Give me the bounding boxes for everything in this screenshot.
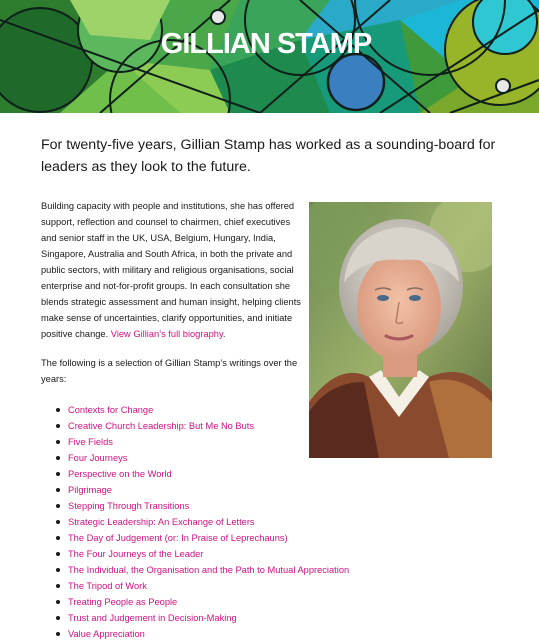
list-item	[56, 578, 349, 594]
writing-link[interactable]: Stepping Through Transitions	[68, 501, 190, 511]
writing-link[interactable]: Creative Church Leadership: But Me No Buts	[68, 421, 255, 431]
writing-link[interactable]: The Four Journeys of the Leader	[68, 549, 204, 559]
list-item	[56, 466, 349, 482]
writings-intro: The following is a selection of Gillian Stamp’s writings over the years:	[41, 358, 298, 384]
list-item	[56, 514, 349, 530]
writing-link[interactable]: Contexts for Change	[68, 405, 154, 415]
list-item	[56, 482, 349, 498]
full-biography-link[interactable]: View Gillian’s full biography	[110, 329, 223, 339]
writing-link[interactable]: Value Appreciation	[68, 629, 145, 639]
bio-text: Building capacity with people and institutions, she has offered support, reflection and counsel to chairmen, chief executives and senior staff in the UK, USA, Belgium, Hungary, India, Singapore, Australia and South Africa, in both the private and public sectors, with military and religious organisations, social enterprise and not-for-profit groups. In each consultation she blends strategic assessment and human insight, helping clients make sense of uncertainties, clarify opportunities, and initiate positive change.	[41, 201, 301, 339]
list-item	[56, 498, 349, 514]
header-banner	[0, 0, 539, 113]
list-item	[56, 418, 349, 434]
bio-end: .	[222, 329, 226, 339]
writings-list	[56, 402, 349, 640]
list-item	[56, 594, 349, 610]
list-item	[56, 450, 349, 466]
writing-link[interactable]: Treating People as People	[68, 597, 178, 607]
bio-paragraph	[41, 198, 303, 342]
writing-link[interactable]: Strategic Leadership: An Exchange of Letters	[68, 517, 255, 527]
list-item	[56, 546, 349, 562]
list-item	[56, 626, 349, 640]
writing-link[interactable]: Pilgrimage	[68, 485, 112, 495]
writing-link[interactable]: Four Journeys	[68, 453, 128, 463]
site-title[interactable]: GILLIAN STAMP	[160, 28, 372, 60]
writing-link[interactable]: Trust and Judgement in Decision-Making	[68, 613, 237, 623]
writing-link[interactable]: Five Fields	[68, 437, 113, 447]
list-item	[56, 434, 349, 450]
list-item	[56, 610, 349, 626]
writing-link[interactable]: The Individual, the Organisation and the Path to Mutual Appreciation	[68, 565, 350, 575]
list-item	[56, 562, 349, 578]
writing-link[interactable]: The Day of Judgement (or: In Praise of Leprechauns)	[68, 533, 288, 543]
lead-paragraph: For twenty-five years, Gillian Stamp has worked as a sounding-board for leaders as they look to the future.	[41, 137, 496, 175]
writing-link[interactable]: Perspective on the World	[68, 469, 172, 479]
list-item	[56, 530, 349, 546]
writing-link[interactable]: The Tripod of Work	[68, 581, 147, 591]
list-item	[56, 402, 349, 418]
